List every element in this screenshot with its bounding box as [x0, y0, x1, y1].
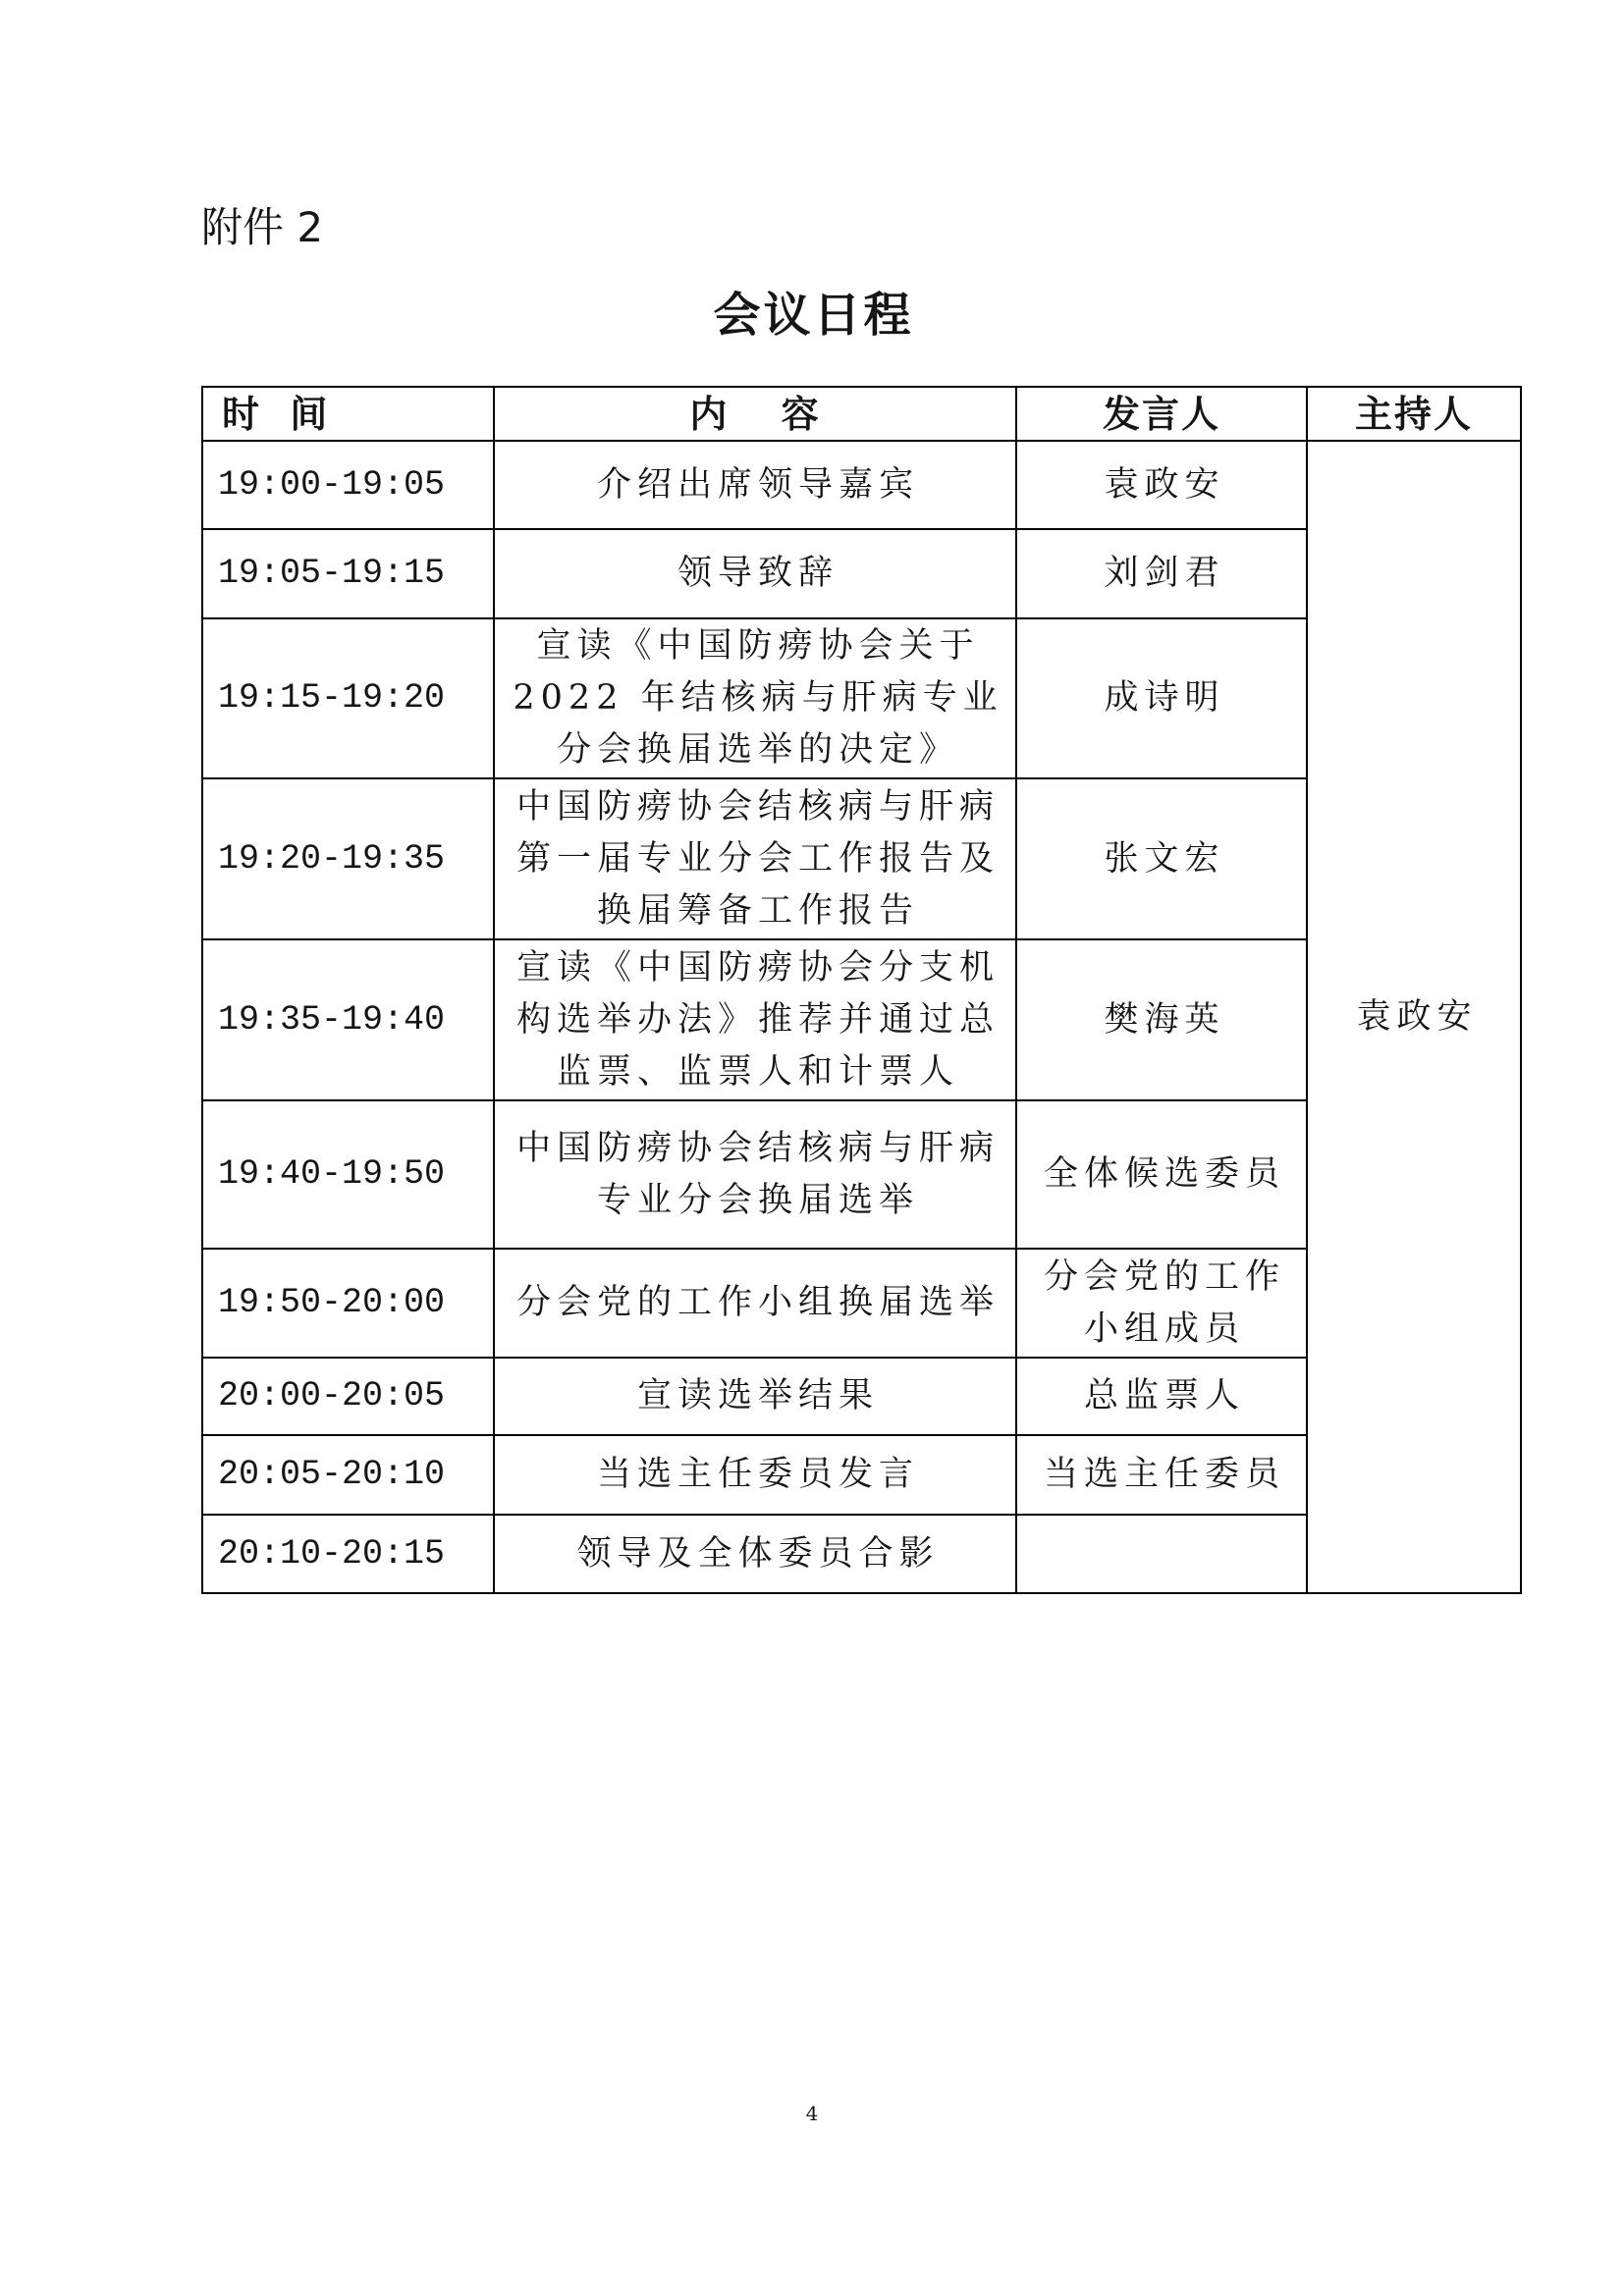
time-cell: 20:00-20:05 — [202, 1358, 494, 1435]
speaker-cell: 樊海英 — [1016, 939, 1307, 1100]
content-cell: 宣读《中国防痨协会分支机 构选举办法》推荐并通过总 监票、监票人和计票人 — [494, 939, 1016, 1100]
header-speaker: 发言人 — [1016, 387, 1307, 441]
speaker-cell: 分会党的工作 小组成员 — [1016, 1249, 1307, 1358]
time-cell: 19:00-19:05 — [202, 441, 494, 529]
attachment-label: 附件 2 — [201, 203, 324, 251]
speaker-cell: 全体候选委员 — [1016, 1100, 1307, 1249]
content-cell: 领导及全体委员合影 — [494, 1515, 1016, 1593]
time-cell: 19:20-19:35 — [202, 778, 494, 939]
content-cell: 宣读《中国防痨协会关于 2022 年结核病与肝病专业 分会换届选举的决定》 — [494, 618, 1016, 778]
content-cell: 中国防痨协会结核病与肝病 第一届专业分会工作报告及 换届筹备工作报告 — [494, 778, 1016, 939]
speaker-cell: 袁政安 — [1016, 441, 1307, 529]
content-cell: 分会党的工作小组换届选举 — [494, 1249, 1016, 1358]
schedule-table — [201, 386, 1522, 1594]
header-content: 内 容 — [494, 387, 1016, 441]
content-cell: 介绍出席领导嘉宾 — [494, 441, 1016, 529]
time-cell: 19:05-19:15 — [202, 529, 494, 618]
speaker-cell: 总监票人 — [1016, 1358, 1307, 1435]
page-title: 会议日程 — [713, 288, 914, 343]
header-time: 时 间 — [202, 387, 494, 441]
header-row — [202, 387, 1521, 441]
speaker-cell: 当选主任委员 — [1016, 1435, 1307, 1515]
time-cell: 20:10-20:15 — [202, 1515, 494, 1593]
header-host: 主持人 — [1307, 387, 1521, 441]
speaker-cell: 成诗明 — [1016, 618, 1307, 778]
speaker-cell: 刘剑君 — [1016, 529, 1307, 618]
time-cell: 20:05-20:10 — [202, 1435, 494, 1515]
speaker-cell: 张文宏 — [1016, 778, 1307, 939]
host-cell: 袁政安 — [1307, 441, 1521, 1593]
time-cell: 19:35-19:40 — [202, 939, 494, 1100]
table-row — [202, 441, 1521, 529]
time-cell: 19:15-19:20 — [202, 618, 494, 778]
content-cell: 领导致辞 — [494, 529, 1016, 618]
time-cell: 19:40-19:50 — [202, 1100, 494, 1249]
content-cell: 宣读选举结果 — [494, 1358, 1016, 1435]
time-cell: 19:50-20:00 — [202, 1249, 494, 1358]
content-cell: 当选主任委员发言 — [494, 1435, 1016, 1515]
page-number: 4 — [805, 2102, 819, 2125]
content-cell: 中国防痨协会结核病与肝病 专业分会换届选举 — [494, 1100, 1016, 1249]
speaker-cell-empty — [1016, 1515, 1307, 1593]
